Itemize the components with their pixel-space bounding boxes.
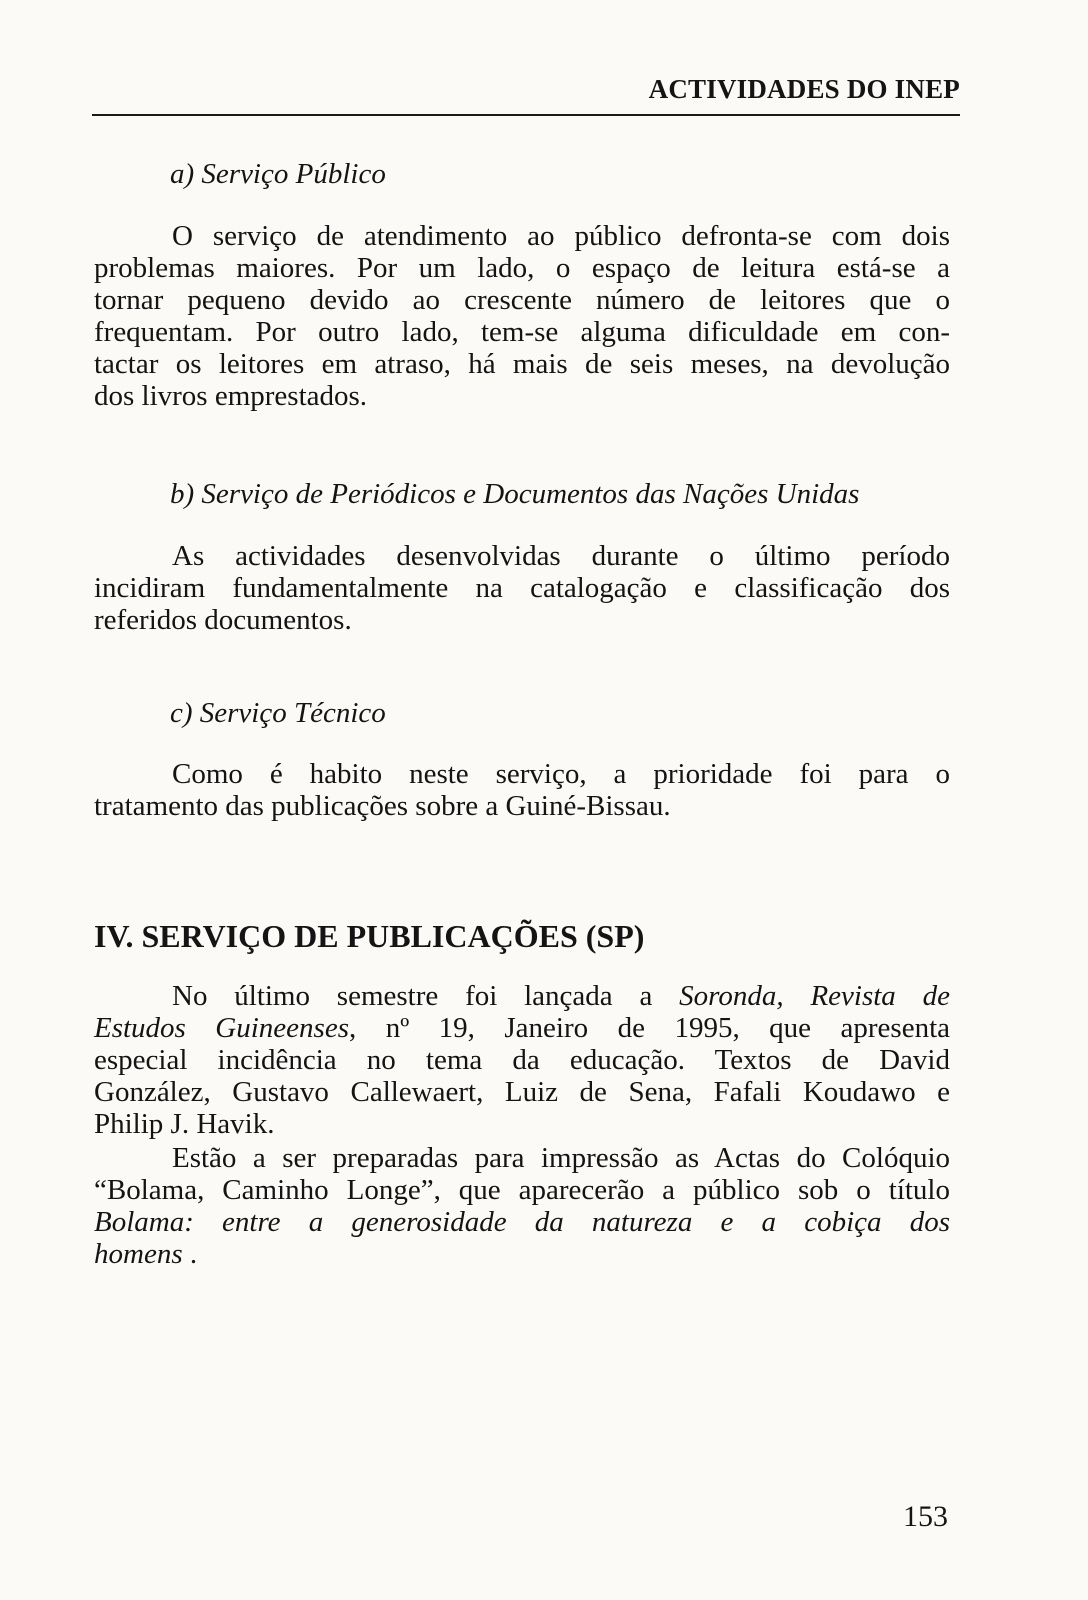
text-line: frequentam. Por outro lado, tem-se alguma dificuldade em con- [94, 316, 950, 348]
paragraph-actas-coloquio [94, 1142, 950, 1270]
text-line: referidos documentos. [94, 604, 352, 636]
text-line: incidiram fundamentalmente na catalogação e classificação dos [94, 572, 950, 604]
journal-title-run: Soronda, Revista de [679, 980, 950, 1012]
text-line: dos livros emprestados. [94, 380, 368, 412]
text-line: tratamento das publicações sobre a Guiné-Bissau. [94, 790, 671, 822]
text-run: . [182, 1238, 198, 1270]
page-number: 153 [903, 1500, 948, 1533]
text-line: González, Gustavo Callewaert, Luiz de Sena, Fafali Koudawo e [94, 1076, 950, 1108]
subsection-heading-b: b) Serviço de Periódicos e Documentos das Nações Unidas [170, 478, 860, 510]
paragraph-soronda [94, 980, 950, 1140]
text-line: especial incidência no tema da educação. Textos de David [94, 1044, 950, 1076]
text-line [94, 980, 950, 1012]
text-line [94, 1238, 950, 1270]
subsection-heading-c: c) Serviço Técnico [170, 697, 386, 729]
paragraph-servico-tecnico [94, 758, 950, 822]
text-line: problemas maiores. Por um lado, o espaço de leitura está-se a [94, 252, 950, 284]
section-title-publicacoes: IV. SERVIÇO DE PUBLICAÇÕES (SP) [94, 918, 645, 954]
text-line: tactar os leitores em atraso, há mais de seis meses, na devolução [94, 348, 950, 380]
journal-title-run: Estudos Guineenses [94, 1012, 349, 1044]
subsection-heading-a: a) Serviço Público [170, 158, 386, 190]
book-title-run: homens [94, 1238, 183, 1270]
text-run: No último semestre foi lançada a [172, 980, 680, 1012]
text-line [94, 1012, 950, 1044]
paragraph-periodicos [94, 540, 950, 636]
paragraph-servico-publico [94, 220, 950, 412]
header-rule [92, 114, 960, 116]
text-line: Philip J. Havik. [94, 1108, 275, 1140]
text-line: Estão a ser preparadas para impressão as Actas do Colóquio [172, 1142, 950, 1174]
text-line: As actividades desenvolvidas durante o último período [172, 540, 950, 572]
book-title-line: Bolama: entre a generosidade da natureza e a cobiça dos [94, 1206, 950, 1238]
text-line: O serviço de atendimento ao público defronta-se com dois [172, 220, 950, 252]
running-head: ACTIVIDADES DO INEP [648, 74, 960, 104]
text-line: Como é habito neste serviço, a prioridade foi para o [172, 758, 950, 790]
text-line: tornar pequeno devido ao crescente número de leitores que o [94, 284, 950, 316]
text-run: , nº 19, Janeiro de 1995, que apresenta [349, 1012, 950, 1044]
text-line: “Bolama, Caminho Longe”, que aparecerão a público sob o título [94, 1174, 950, 1206]
